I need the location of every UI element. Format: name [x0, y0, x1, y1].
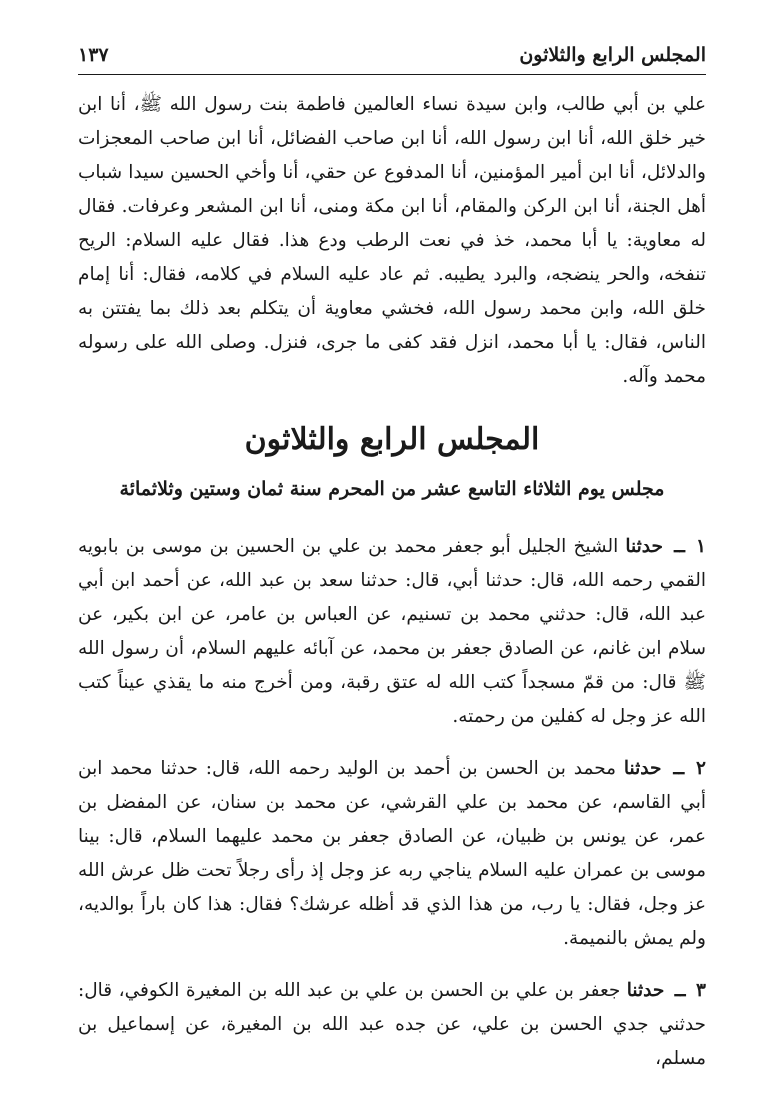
hadith-3: [78, 974, 706, 1076]
hadith-number: ٣: [696, 980, 706, 1001]
majlis-title: المجلس الرابع والثلاثون: [244, 422, 540, 457]
majlis-subtitle: مجلس يوم الثلاثاء التاسع عشر من المحرم سنة ثمان وستين وثلاثمائة: [119, 478, 665, 500]
hadith-dash: ــ: [673, 758, 685, 779]
hadith-number: ١: [696, 536, 706, 557]
running-title: المجلس الرابع والثلاثون: [519, 44, 706, 66]
hadith-dash: ــ: [674, 980, 686, 1001]
hadith-number: ٢: [696, 758, 706, 779]
hadith-text: جعفر بن علي بن الحسن بن علي بن عبد الله بن المغيرة الكوفي، قال: حدثني جدي الحسن بن علي، عن جده عبد الله بن المغيرة، عن إسماعيل بن مسلم،: [78, 980, 706, 1069]
running-header: [78, 38, 706, 72]
hadith-lead-word: حدثنا: [623, 758, 662, 779]
hadith-text: محمد بن الحسن بن أحمد بن الوليد رحمه الله، قال: حدثنا محمد ابن أبي القاسم، عن محمد بن علي القرشي، عن محمد بن سنان، عن المفضل بن عمر، عن يونس بن ظبيان، عن الصادق جعفر بن محمد عليهما السلام، قال: بينا موسى بن عمران عليه السلام يناجي ربه عز وجل إذ رأى رجلاً تحت ظل عرش الله عز وجل، فقال: يا رب، من هذا الذي قد أظله عرشك؟ فقال: هذا كان باراً بوالديه، ولم يمش بالنميمة.: [78, 758, 706, 949]
page-number: ١٣٧: [78, 44, 109, 66]
intro-paragraph: [78, 88, 706, 394]
hadith-2: [78, 752, 706, 956]
hadith-1: [78, 530, 706, 734]
intro-paragraph-text: علي بن أبي طالب، وابن سيدة نساء العالمين فاطمة بنت رسول الله ﷺ، أنا ابن خير خلق الله، أنا ابن رسول الله، أنا ابن صاحب الفضائل، أنا ابن صاحب المعجزات والدلائل، أنا ابن أمير المؤمنين، أنا المدفوع عن حقي، أنا وأخي الحسين سيدا شباب أهل الجنة، أنا ابن الركن والمقام، أنا ابن مكة ومنى، أنا ابن المشعر وعرفات. فقال له معاوية: يا أبا محمد، خذ في نعت الرطب ودع هذا. فقال عليه السلام: الريح تنفخه، والحر ينضجه، والبرد يطيبه. ثم عاد عليه السلام في كلامه، فقال: أنا إمام خلق الله، وابن محمد رسول الله، فخشي معاوية أن يتكلم بعد ذلك بما يفتتن به الناس، فقال: يا أبا محمد، انزل فقد كفى ما جرى، فنزل. وصلى الله على رسوله محمد وآله.: [78, 94, 706, 387]
header-rule: [78, 74, 706, 75]
hadith-dash: ــ: [674, 536, 685, 557]
hadith-lead-word: حدثنا: [626, 980, 665, 1001]
hadith-lead-word: حدثنا: [625, 536, 663, 557]
hadith-text: الشيخ الجليل أبو جعفر محمد بن علي بن الحسين بن موسى بن بابويه القمي رحمه الله، قال: حدثنا أبي، قال: حدثنا سعد بن عبد الله، عن أحمد ابن أبي عبد الله، قال: حدثني محمد بن تسنيم، عن العباس بن عامر، عن ابن بكير، عن سلام ابن غانم، عن الصادق جعفر بن محمد، عن آبائه عليهم السلام، أن رسول الله ﷺ قال: من قمّ مسجداً كتب الله له عتق رقبة، ومن أخرج منه ما يقذي عيناً كتب الله عز وجل له كفلين من رحمته.: [78, 536, 706, 727]
